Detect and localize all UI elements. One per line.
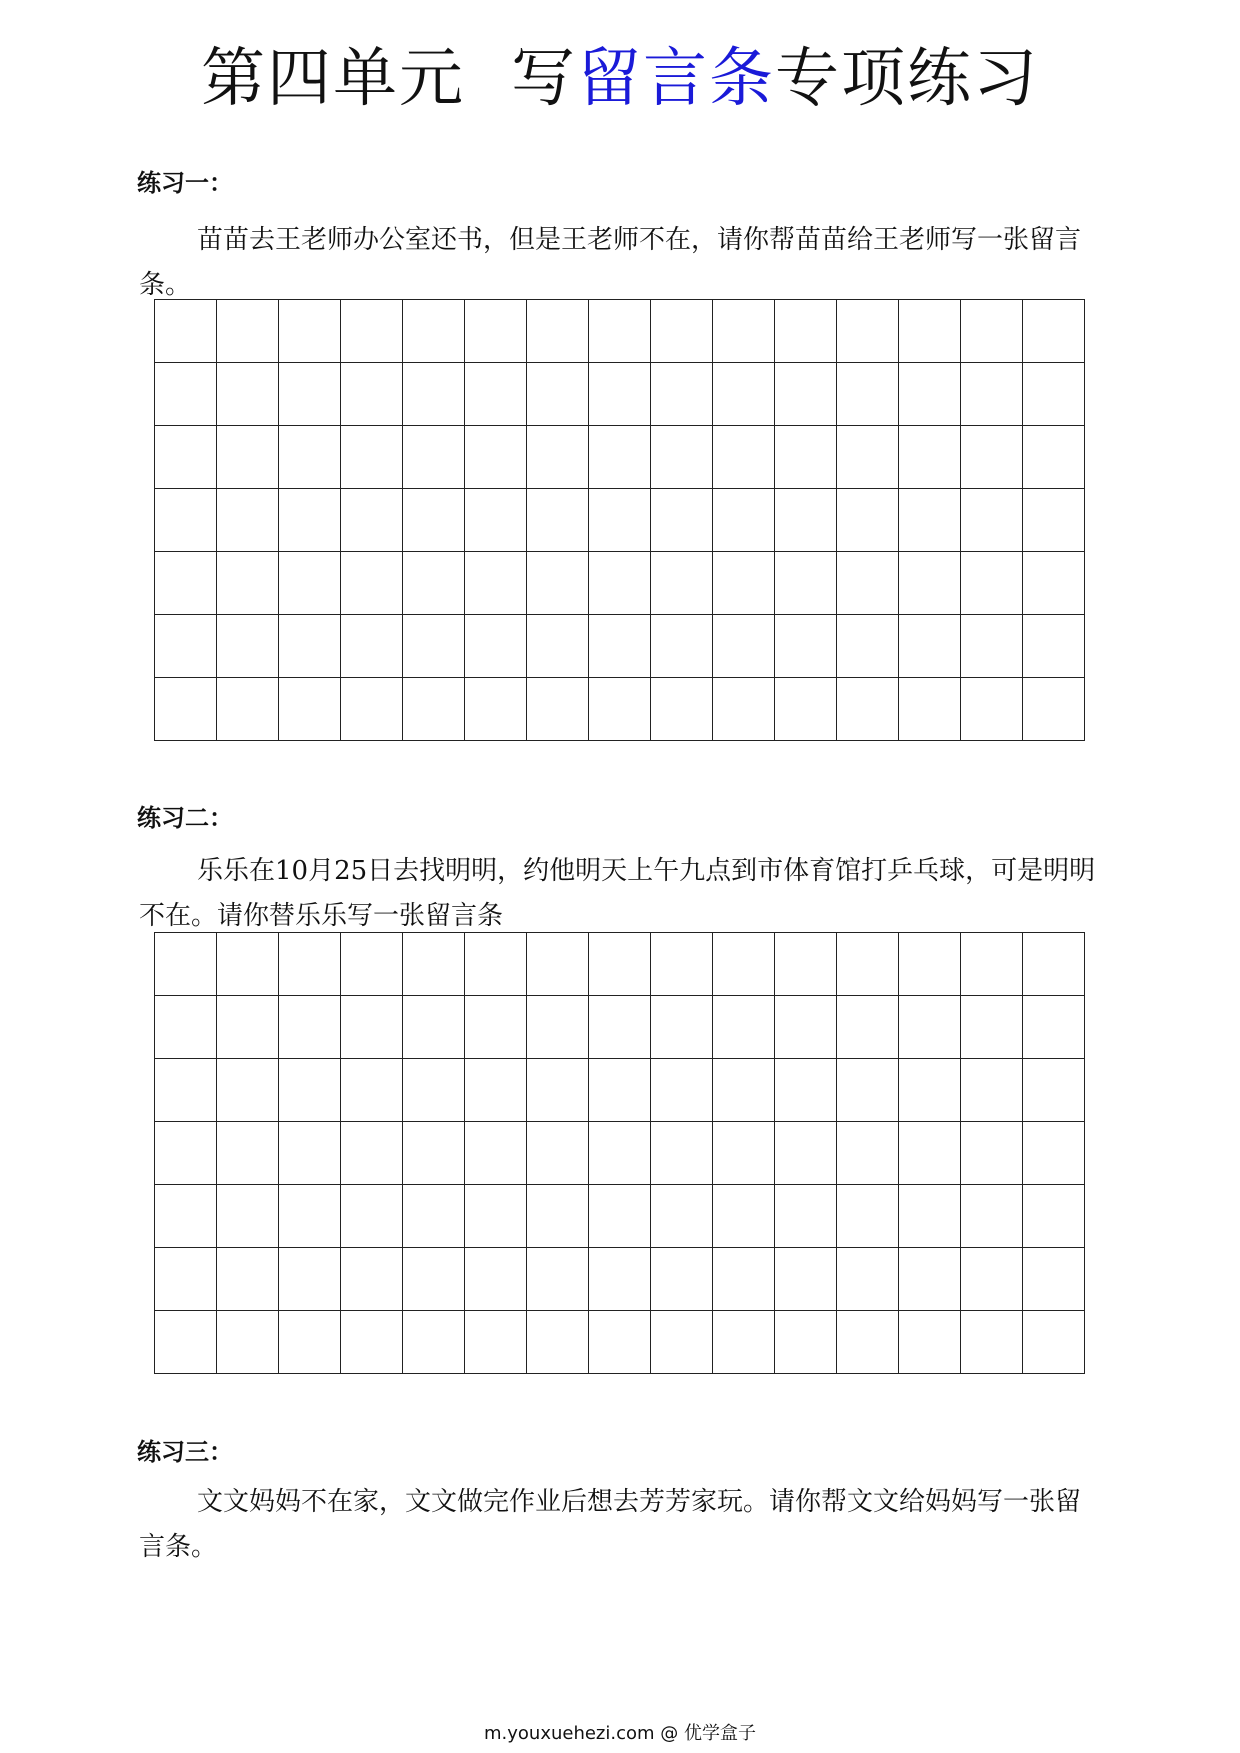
grid-cell[interactable] bbox=[279, 300, 341, 363]
grid-cell[interactable] bbox=[651, 489, 713, 552]
grid-cell[interactable] bbox=[713, 363, 775, 426]
grid-cell[interactable] bbox=[837, 363, 899, 426]
grid-cell[interactable] bbox=[465, 1185, 527, 1248]
grid-cell[interactable] bbox=[775, 552, 837, 615]
grid-cell[interactable] bbox=[899, 1059, 961, 1122]
grid-cell[interactable] bbox=[155, 678, 217, 741]
grid-cell[interactable] bbox=[465, 1311, 527, 1374]
grid-cell[interactable] bbox=[837, 1248, 899, 1311]
grid-cell[interactable] bbox=[775, 1185, 837, 1248]
grid-cell[interactable] bbox=[899, 933, 961, 996]
grid-cell[interactable] bbox=[651, 426, 713, 489]
grid-cell[interactable] bbox=[775, 426, 837, 489]
grid-cell[interactable] bbox=[341, 678, 403, 741]
grid-cell[interactable] bbox=[961, 1059, 1023, 1122]
grid-cell[interactable] bbox=[837, 1059, 899, 1122]
grid-cell[interactable] bbox=[465, 615, 527, 678]
grid-cell[interactable] bbox=[775, 933, 837, 996]
grid-cell[interactable] bbox=[341, 1185, 403, 1248]
grid-cell[interactable] bbox=[961, 363, 1023, 426]
grid-cell[interactable] bbox=[837, 300, 899, 363]
grid-cell[interactable] bbox=[899, 615, 961, 678]
grid-cell[interactable] bbox=[961, 933, 1023, 996]
grid-cell[interactable] bbox=[589, 1059, 651, 1122]
grid-cell[interactable] bbox=[589, 615, 651, 678]
grid-cell[interactable] bbox=[651, 552, 713, 615]
grid-cell[interactable] bbox=[217, 678, 279, 741]
exercise-2-writing-grid[interactable] bbox=[154, 932, 1085, 1374]
grid-cell[interactable] bbox=[651, 933, 713, 996]
grid-cell[interactable] bbox=[403, 1185, 465, 1248]
grid-cell[interactable] bbox=[1023, 615, 1085, 678]
exercise-3-prompt: 文文妈妈不在家，文文做完作业后想去芳芳家玩。请你帮文文给妈妈写一张留言条。 bbox=[139, 1487, 1082, 1562]
grid-cell[interactable] bbox=[279, 552, 341, 615]
grid-cell[interactable] bbox=[527, 1122, 589, 1185]
grid-cell[interactable] bbox=[465, 996, 527, 1059]
grid-cell[interactable] bbox=[279, 1248, 341, 1311]
grid-cell[interactable] bbox=[155, 933, 217, 996]
grid-cell[interactable] bbox=[1023, 1059, 1085, 1122]
grid-cell[interactable] bbox=[1023, 489, 1085, 552]
grid-cell[interactable] bbox=[155, 300, 217, 363]
grid-cell[interactable] bbox=[155, 489, 217, 552]
grid-cell[interactable] bbox=[651, 615, 713, 678]
grid-cell[interactable] bbox=[403, 300, 465, 363]
grid-cell[interactable] bbox=[589, 300, 651, 363]
grid-cell[interactable] bbox=[961, 1311, 1023, 1374]
grid-cell[interactable] bbox=[217, 1122, 279, 1185]
grid-cell[interactable] bbox=[527, 552, 589, 615]
grid-cell[interactable] bbox=[279, 678, 341, 741]
grid-cell[interactable] bbox=[651, 1059, 713, 1122]
exercise-3-label: 练习三： bbox=[137, 1438, 233, 1466]
grid-cell[interactable] bbox=[155, 552, 217, 615]
grid-cell[interactable] bbox=[527, 1059, 589, 1122]
grid-cell[interactable] bbox=[961, 1122, 1023, 1185]
grid-cell[interactable] bbox=[837, 996, 899, 1059]
grid-cell[interactable] bbox=[775, 678, 837, 741]
grid-cell[interactable] bbox=[527, 489, 589, 552]
grid-cell[interactable] bbox=[465, 426, 527, 489]
grid-cell[interactable] bbox=[899, 1185, 961, 1248]
grid-cell[interactable] bbox=[899, 489, 961, 552]
grid-cell[interactable] bbox=[589, 933, 651, 996]
grid-cell[interactable] bbox=[775, 300, 837, 363]
grid-cell[interactable] bbox=[713, 300, 775, 363]
grid-cell[interactable] bbox=[713, 1185, 775, 1248]
grid-cell[interactable] bbox=[341, 300, 403, 363]
grid-cell[interactable] bbox=[403, 552, 465, 615]
grid-cell[interactable] bbox=[651, 1311, 713, 1374]
grid-cell[interactable] bbox=[403, 1122, 465, 1185]
grid-cell[interactable] bbox=[403, 933, 465, 996]
grid-cell[interactable] bbox=[341, 1311, 403, 1374]
grid-cell[interactable] bbox=[279, 1311, 341, 1374]
grid-cell[interactable] bbox=[713, 1311, 775, 1374]
grid-cell[interactable] bbox=[589, 1185, 651, 1248]
grid-cell[interactable] bbox=[465, 1248, 527, 1311]
grid-cell[interactable] bbox=[217, 363, 279, 426]
grid-cell[interactable] bbox=[961, 615, 1023, 678]
grid-cell[interactable] bbox=[899, 426, 961, 489]
grid-cell[interactable] bbox=[899, 300, 961, 363]
grid-cell[interactable] bbox=[1023, 933, 1085, 996]
grid-cell[interactable] bbox=[155, 1311, 217, 1374]
grid-cell[interactable] bbox=[961, 426, 1023, 489]
grid-cell[interactable] bbox=[341, 489, 403, 552]
grid-cell[interactable] bbox=[279, 933, 341, 996]
grid-cell[interactable] bbox=[527, 426, 589, 489]
footer-source: m.youxuehezi.com @ 优学盒子 bbox=[483, 1723, 756, 1744]
grid-cell[interactable] bbox=[155, 1122, 217, 1185]
exercise-2-prompt: 乐乐在10月25日去找明明，约他明天上午九点到市体育馆打乒乓球，可是明明不在。请你替乐乐写一张留言条 bbox=[139, 856, 1096, 931]
exercise-1-label: 练习一： bbox=[137, 169, 233, 197]
grid-cell[interactable] bbox=[279, 1059, 341, 1122]
grid-cell[interactable] bbox=[465, 552, 527, 615]
grid-cell[interactable] bbox=[155, 1059, 217, 1122]
grid-cell[interactable] bbox=[961, 1248, 1023, 1311]
grid-cell[interactable] bbox=[341, 933, 403, 996]
grid-cell[interactable] bbox=[217, 1311, 279, 1374]
grid-cell[interactable] bbox=[217, 1059, 279, 1122]
grid-cell[interactable] bbox=[1023, 552, 1085, 615]
grid-cell[interactable] bbox=[527, 1185, 589, 1248]
grid-cell[interactable] bbox=[527, 1248, 589, 1311]
grid-cell[interactable] bbox=[1023, 363, 1085, 426]
grid-cell[interactable] bbox=[775, 363, 837, 426]
grid-cell[interactable] bbox=[589, 996, 651, 1059]
grid-cell[interactable] bbox=[837, 1185, 899, 1248]
grid-cell[interactable] bbox=[837, 1122, 899, 1185]
grid-cell[interactable] bbox=[403, 426, 465, 489]
grid-cell[interactable] bbox=[155, 1248, 217, 1311]
grid-cell[interactable] bbox=[527, 678, 589, 741]
exercise-1-writing-grid[interactable] bbox=[154, 299, 1085, 741]
grid-cell[interactable] bbox=[589, 363, 651, 426]
grid-cell[interactable] bbox=[651, 1122, 713, 1185]
grid-cell[interactable] bbox=[589, 1122, 651, 1185]
grid-cell[interactable] bbox=[589, 489, 651, 552]
grid-cell[interactable] bbox=[217, 933, 279, 996]
grid-cell[interactable] bbox=[775, 1122, 837, 1185]
grid-cell[interactable] bbox=[961, 552, 1023, 615]
grid-cell[interactable] bbox=[775, 1059, 837, 1122]
grid-cell[interactable] bbox=[775, 615, 837, 678]
grid-cell[interactable] bbox=[1023, 426, 1085, 489]
grid-cell[interactable] bbox=[961, 300, 1023, 363]
grid-cell[interactable] bbox=[713, 1122, 775, 1185]
grid-cell[interactable] bbox=[775, 1248, 837, 1311]
grid-cell[interactable] bbox=[279, 489, 341, 552]
grid-cell[interactable] bbox=[899, 552, 961, 615]
grid-cell[interactable] bbox=[403, 363, 465, 426]
grid-cell[interactable] bbox=[341, 1059, 403, 1122]
grid-cell[interactable] bbox=[217, 996, 279, 1059]
grid-cell[interactable] bbox=[403, 1311, 465, 1374]
title-unit: 第四单元 bbox=[201, 42, 465, 116]
grid-cell[interactable] bbox=[713, 678, 775, 741]
grid-cell[interactable] bbox=[713, 1059, 775, 1122]
grid-cell[interactable] bbox=[1023, 996, 1085, 1059]
grid-cell[interactable] bbox=[341, 615, 403, 678]
grid-cell[interactable] bbox=[465, 678, 527, 741]
grid-cell[interactable] bbox=[1023, 678, 1085, 741]
grid-cell[interactable] bbox=[465, 363, 527, 426]
grid-cell[interactable] bbox=[403, 678, 465, 741]
title-highlight: 留言条 bbox=[577, 42, 775, 116]
grid-cell[interactable] bbox=[527, 1311, 589, 1374]
grid-cell[interactable] bbox=[651, 300, 713, 363]
grid-cell[interactable] bbox=[217, 615, 279, 678]
grid-cell[interactable] bbox=[527, 300, 589, 363]
grid-cell[interactable] bbox=[713, 996, 775, 1059]
grid-cell[interactable] bbox=[837, 933, 899, 996]
page-title bbox=[0, 34, 1240, 124]
grid-cell[interactable] bbox=[279, 1185, 341, 1248]
grid-cell[interactable] bbox=[651, 1185, 713, 1248]
exercise-2-label: 练习二： bbox=[137, 804, 233, 832]
grid-cell[interactable] bbox=[527, 933, 589, 996]
grid-cell[interactable] bbox=[1023, 1248, 1085, 1311]
grid-cell[interactable] bbox=[961, 489, 1023, 552]
grid-cell[interactable] bbox=[651, 1248, 713, 1311]
grid-cell[interactable] bbox=[837, 678, 899, 741]
grid-cell[interactable] bbox=[837, 552, 899, 615]
grid-cell[interactable] bbox=[527, 363, 589, 426]
grid-cell[interactable] bbox=[713, 933, 775, 996]
grid-cell[interactable] bbox=[155, 996, 217, 1059]
grid-cell[interactable] bbox=[155, 615, 217, 678]
grid-cell[interactable] bbox=[899, 363, 961, 426]
grid-cell[interactable] bbox=[589, 1248, 651, 1311]
grid-cell[interactable] bbox=[713, 1248, 775, 1311]
grid-cell[interactable] bbox=[217, 300, 279, 363]
grid-cell[interactable] bbox=[837, 426, 899, 489]
grid-cell[interactable] bbox=[279, 996, 341, 1059]
grid-cell[interactable] bbox=[651, 363, 713, 426]
title-write: 写 bbox=[511, 42, 577, 116]
grid-cell[interactable] bbox=[341, 1248, 403, 1311]
grid-cell[interactable] bbox=[837, 1311, 899, 1374]
grid-cell[interactable] bbox=[775, 1311, 837, 1374]
title-practice: 专项练习 bbox=[775, 42, 1039, 116]
grid-cell[interactable] bbox=[589, 552, 651, 615]
grid-cell[interactable] bbox=[961, 1185, 1023, 1248]
exercise-1-prompt: 苗苗去王老师办公室还书，但是王老师不在，请你帮苗苗给王老师写一张留言条。 bbox=[139, 225, 1082, 300]
grid-cell[interactable] bbox=[899, 678, 961, 741]
grid-cell[interactable] bbox=[155, 363, 217, 426]
grid-cell[interactable] bbox=[341, 363, 403, 426]
grid-cell[interactable] bbox=[217, 552, 279, 615]
grid-cell[interactable] bbox=[837, 489, 899, 552]
grid-cell[interactable] bbox=[527, 996, 589, 1059]
grid-cell[interactable] bbox=[1023, 1122, 1085, 1185]
grid-cell[interactable] bbox=[589, 1311, 651, 1374]
grid-cell[interactable] bbox=[465, 489, 527, 552]
grid-cell[interactable] bbox=[1023, 300, 1085, 363]
grid-cell[interactable] bbox=[961, 996, 1023, 1059]
grid-cell[interactable] bbox=[713, 426, 775, 489]
grid-cell[interactable] bbox=[403, 615, 465, 678]
grid-cell[interactable] bbox=[403, 1059, 465, 1122]
grid-cell[interactable] bbox=[899, 1311, 961, 1374]
grid-cell[interactable] bbox=[775, 996, 837, 1059]
grid-cell[interactable] bbox=[217, 1185, 279, 1248]
grid-cell[interactable] bbox=[899, 996, 961, 1059]
grid-cell[interactable] bbox=[341, 1122, 403, 1185]
grid-cell[interactable] bbox=[279, 426, 341, 489]
grid-cell[interactable] bbox=[341, 426, 403, 489]
grid-cell[interactable] bbox=[465, 1059, 527, 1122]
grid-cell[interactable] bbox=[651, 996, 713, 1059]
grid-cell[interactable] bbox=[341, 996, 403, 1059]
grid-cell[interactable] bbox=[155, 426, 217, 489]
grid-cell[interactable] bbox=[651, 678, 713, 741]
grid-cell[interactable] bbox=[1023, 1311, 1085, 1374]
grid-cell[interactable] bbox=[465, 300, 527, 363]
grid-cell[interactable] bbox=[341, 552, 403, 615]
grid-cell[interactable] bbox=[403, 1248, 465, 1311]
grid-cell[interactable] bbox=[589, 426, 651, 489]
grid-cell[interactable] bbox=[899, 1122, 961, 1185]
grid-cell[interactable] bbox=[713, 552, 775, 615]
grid-cell[interactable] bbox=[527, 615, 589, 678]
grid-cell[interactable] bbox=[465, 933, 527, 996]
grid-cell[interactable] bbox=[465, 1122, 527, 1185]
grid-cell[interactable] bbox=[775, 489, 837, 552]
grid-cell[interactable] bbox=[899, 1248, 961, 1311]
grid-cell[interactable] bbox=[403, 996, 465, 1059]
grid-cell[interactable] bbox=[1023, 1185, 1085, 1248]
grid-cell[interactable] bbox=[961, 678, 1023, 741]
grid-cell[interactable] bbox=[713, 489, 775, 552]
grid-cell[interactable] bbox=[155, 1185, 217, 1248]
grid-cell[interactable] bbox=[279, 363, 341, 426]
grid-cell[interactable] bbox=[589, 678, 651, 741]
grid-cell[interactable] bbox=[279, 1122, 341, 1185]
grid-cell[interactable] bbox=[837, 615, 899, 678]
grid-cell[interactable] bbox=[217, 489, 279, 552]
grid-cell[interactable] bbox=[713, 615, 775, 678]
grid-cell[interactable] bbox=[217, 426, 279, 489]
grid-cell[interactable] bbox=[403, 489, 465, 552]
grid-cell[interactable] bbox=[279, 615, 341, 678]
grid-cell[interactable] bbox=[217, 1248, 279, 1311]
